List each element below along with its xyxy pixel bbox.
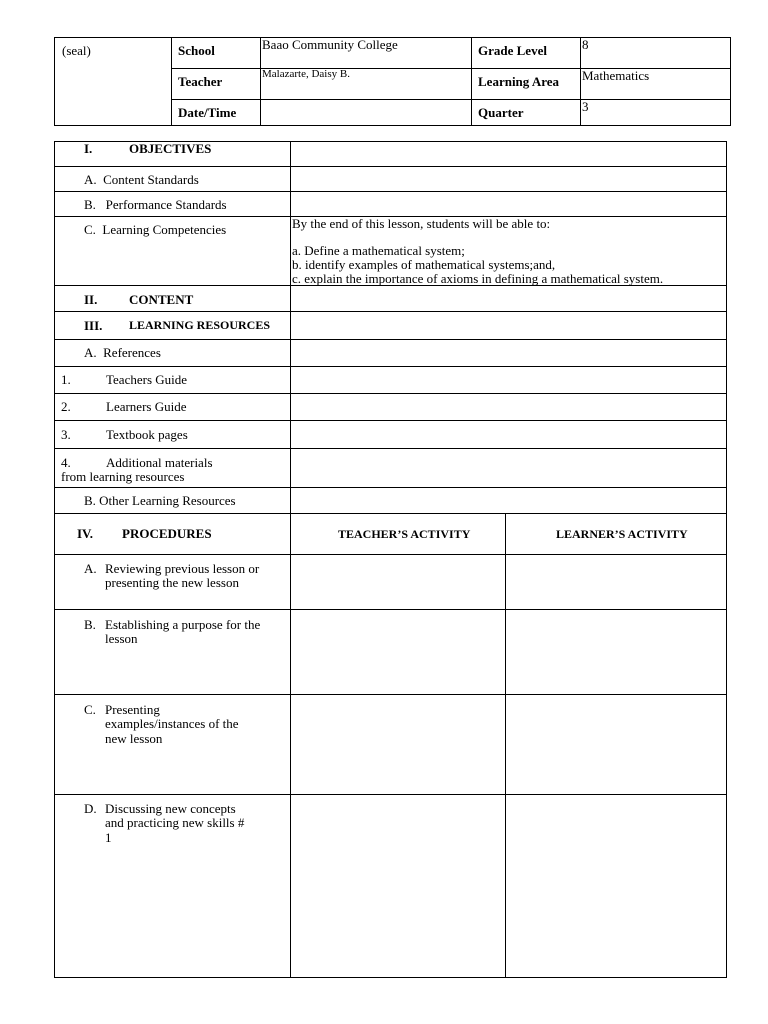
proc-a-line-1: Reviewing previous lesson or (105, 561, 260, 576)
textbook-pages-label: Textbook pages (106, 427, 188, 442)
proc-c-line-3: new lesson (105, 731, 163, 746)
ref-3-number: 3. (61, 427, 71, 442)
ref-2-number: 2. (61, 399, 71, 414)
grade-level-label: Grade Level (478, 43, 547, 58)
procedures-heading: PROCEDURES (122, 526, 212, 541)
proc-c-letter: C. (84, 702, 96, 717)
additional-materials-label: Additional materials (106, 455, 213, 470)
procedures-number: IV. (77, 526, 94, 541)
content-heading: CONTENT (129, 292, 194, 307)
resources-heading: LEARNING RESOURCES (129, 318, 271, 332)
competency-c: c. explain the importance of axioms in defining a mathematical system. (292, 271, 664, 286)
competency-b: b. identify examples of mathematical systems;and, (292, 257, 556, 272)
other-resources-label: B. Other Learning Resources (84, 493, 236, 508)
proc-d-letter: D. (84, 801, 97, 816)
teachers-guide-label: Teachers Guide (106, 372, 188, 387)
proc-d-line-1: Discussing new concepts (105, 801, 236, 816)
learners-guide-label: Learners Guide (106, 399, 187, 414)
learning-competencies-label: C. Learning Competencies (84, 222, 227, 237)
competency-a: a. Define a mathematical system; (292, 243, 465, 258)
date-time-label: Date/Time (178, 105, 237, 120)
proc-c-line-1: Presenting (105, 702, 160, 717)
proc-b-line-2: lesson (105, 631, 138, 646)
proc-a-line-2: presenting the new lesson (105, 575, 239, 590)
learner-activity-heading: LEARNER’S ACTIVITY (556, 527, 688, 541)
proc-b-line-1: Establishing a purpose for the (105, 617, 261, 632)
proc-d-line-2: and practicing new skills # (105, 815, 245, 830)
proc-a-letter: A. (84, 561, 97, 576)
ref-1-number: 1. (61, 372, 71, 387)
school-label: School (178, 43, 215, 58)
grade-level-value: 8 (582, 37, 589, 52)
references-label: A. References (84, 345, 161, 360)
content-standards-label: A. Content Standards (84, 172, 199, 187)
quarter-value: 3 (582, 99, 589, 114)
competencies-intro: By the end of this lesson, students will be able to: (292, 216, 551, 231)
objectives-number: I. (84, 141, 93, 156)
content-number: II. (84, 292, 98, 307)
resources-number: III. (84, 318, 103, 333)
objectives-heading: OBJECTIVES (129, 141, 212, 156)
proc-c-line-2: examples/instances of the (105, 716, 239, 731)
ref-4-number: 4. (61, 455, 71, 470)
teacher-value: Malazarte, Daisy B. (262, 68, 350, 80)
additional-materials-label-cont: from learning resources (61, 469, 185, 484)
teacher-activity-heading: TEACHER’S ACTIVITY (338, 527, 471, 541)
teacher-label: Teacher (178, 74, 223, 89)
quarter-label: Quarter (478, 105, 524, 120)
proc-b-letter: B. (84, 617, 96, 632)
performance-standards-label: B. Performance Standards (84, 197, 227, 212)
learning-area-value: Mathematics (582, 68, 650, 83)
learning-area-label: Learning Area (478, 74, 560, 89)
proc-d-line-3: 1 (105, 830, 112, 845)
school-value: Baao Community College (262, 37, 398, 52)
seal-placeholder: (seal) (62, 43, 91, 58)
